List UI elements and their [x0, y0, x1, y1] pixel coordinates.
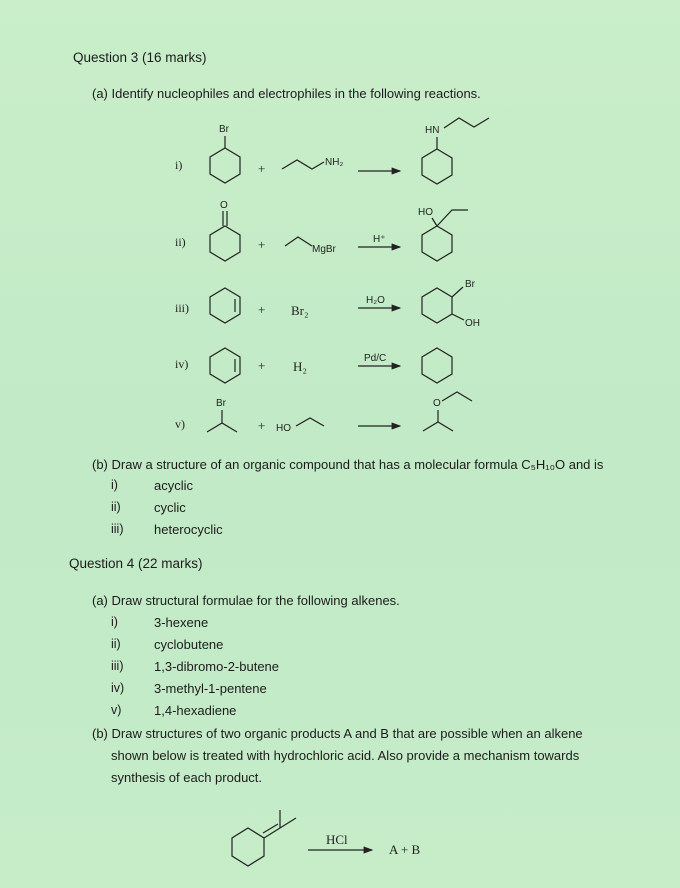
bromocyclohexane-structure — [210, 124, 240, 183]
q4-alkene-hcl-scheme — [0, 788, 680, 888]
reaction-2-o-label: O — [220, 200, 228, 211]
q4a-item-2-text: cyclobutene — [154, 637, 224, 652]
reaction-1-plus: + — [258, 161, 266, 176]
isopropylidenecyclohexane-structure — [232, 810, 296, 866]
q4a-item-5-text: 1,4-hexadiene — [154, 703, 237, 718]
q3-part-b-instruction: (b) Draw a structure of an organic compound that has a molecular formula C₅H₁₀O and is — [92, 457, 604, 472]
ethylcyclohexanol-structure — [418, 207, 468, 261]
reaction-5-br-label: Br — [216, 398, 226, 409]
reaction-3-number: iii) — [175, 301, 189, 315]
question-3-title: Question 3 (16 marks) — [73, 50, 207, 65]
reaction-3-br2-label: Br₂ — [291, 303, 309, 318]
q4-part-b-line-2: shown below is treated with hydrochloric acid. Also provide a mechanism towards — [111, 748, 580, 763]
reaction-2-number: ii) — [175, 235, 186, 249]
q3b-item-1-number: i) — [111, 478, 118, 492]
q3b-item-3-number: iii) — [111, 522, 124, 536]
cyclohexane-structure — [422, 348, 452, 383]
reaction-2-mgbr-label: MgBr — [312, 244, 336, 255]
q4a-item-4-number: iv) — [111, 681, 125, 695]
propylamine-structure — [282, 157, 343, 169]
q4-part-b-line-1: (b) Draw structures of two organic products A and B that are possible when an alkene — [92, 726, 583, 741]
question-4-title: Question 4 (22 marks) — [69, 556, 203, 571]
reaction-4-number: iv) — [175, 357, 189, 371]
reaction-5-ho-label: HO — [276, 423, 291, 434]
ethylmagnesium-bromide-structure — [285, 237, 337, 255]
ethanol-structure — [276, 418, 324, 434]
q4-part-a-instruction: (a) Draw structural formulae for the following alkenes. — [92, 593, 400, 608]
reaction-4-h2-label: H₂ — [293, 359, 307, 374]
isopropyl-bromide-structure — [207, 398, 237, 432]
reaction-1-number: i) — [175, 158, 183, 172]
reaction-5-number: v) — [175, 417, 185, 431]
reaction-3-plus: + — [258, 302, 266, 317]
reaction-4-arrow-label: Pd/C — [364, 353, 387, 364]
reaction-2-ho-label: HO — [418, 207, 433, 218]
q3b-item-3-text: heterocyclic — [154, 522, 223, 537]
q4a-item-1-text: 3-hexene — [154, 615, 209, 630]
q4-scheme-hcl-label: HCl — [326, 832, 348, 847]
cyclohexene-structure-2 — [210, 348, 240, 383]
reaction-4-plus: + — [258, 358, 266, 373]
bromohydrin-structure — [422, 279, 480, 329]
reaction-3-oh-label: OH — [465, 318, 480, 329]
reaction-3-arrow-label: H₂O — [366, 295, 385, 306]
reaction-2-plus: + — [258, 237, 266, 252]
reaction-1-nh2-label: NH₂ — [325, 157, 344, 168]
q4-part-b-line-3: synthesis of each product. — [111, 770, 263, 785]
cyclohexanone-structure — [210, 200, 240, 261]
reaction-3-br-label: Br — [465, 279, 475, 290]
reaction-1-br-label: Br — [219, 124, 229, 135]
q4a-item-1-number: i) — [111, 615, 118, 629]
q4a-item-4-text: 3-methyl-1-pentene — [154, 681, 267, 696]
q3b-item-2-text: cyclic — [154, 500, 186, 515]
n-propylcyclohexylamine-structure — [422, 118, 489, 184]
q4a-item-5-number: v) — [111, 703, 122, 717]
q4a-item-3-number: iii) — [111, 659, 124, 673]
reaction-1-hn-label: HN — [425, 125, 440, 136]
q4a-item-2-number: ii) — [111, 637, 121, 651]
q4a-item-3-text: 1,3-dibromo-2-butene — [154, 659, 280, 674]
reaction-5-o-label: O — [433, 398, 441, 409]
reaction-2-arrow-label: H⁺ — [373, 234, 386, 245]
q4-scheme-products-label: A + B — [389, 842, 421, 857]
reaction-5-plus: + — [258, 418, 266, 433]
ethyl-isopropyl-ether-structure — [423, 392, 472, 431]
q3b-item-1-text: acyclic — [154, 478, 194, 493]
q3-part-a-instruction: (a) Identify nucleophiles and electrophiles in the following reactions. — [92, 86, 481, 101]
q3b-item-2-number: ii) — [111, 500, 121, 514]
cyclohexene-structure-1 — [210, 288, 240, 323]
